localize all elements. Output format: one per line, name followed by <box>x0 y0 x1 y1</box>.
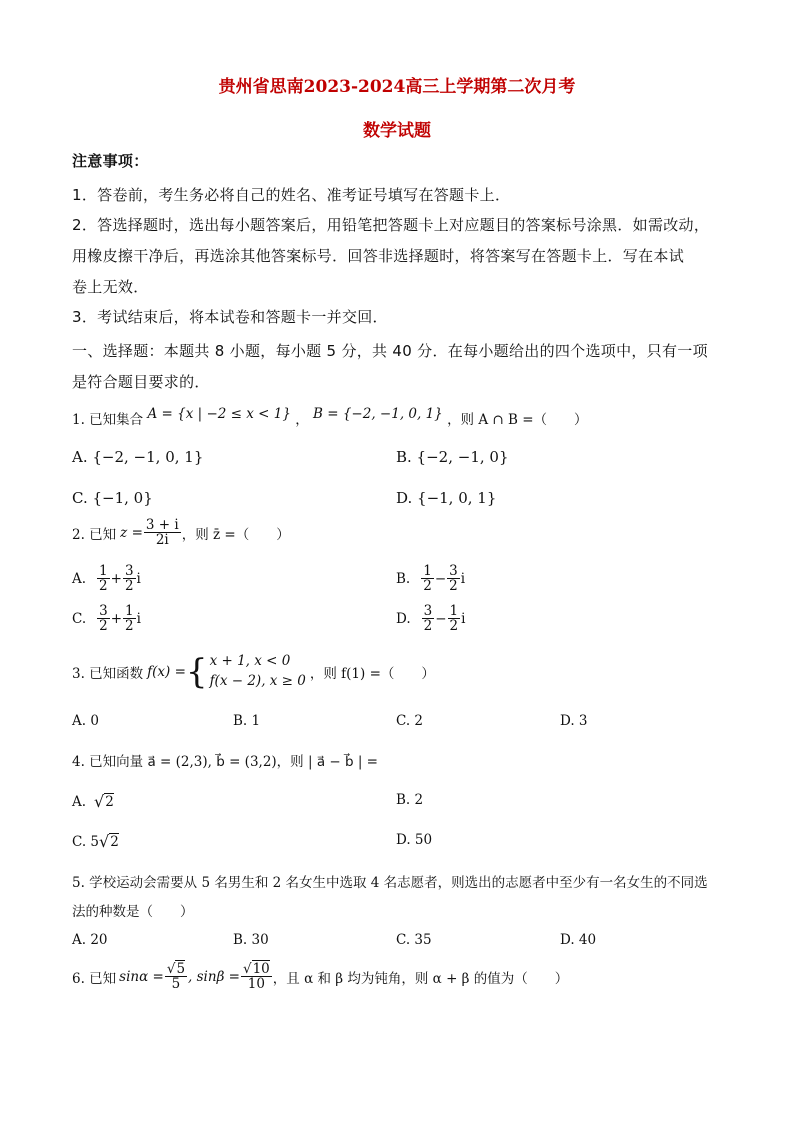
q2-numerator: 3 + i <box>145 517 179 533</box>
q6-alpha-fraction <box>165 962 187 991</box>
q2-b-imag: i <box>460 570 466 587</box>
q2-a-frac-2 <box>123 564 136 593</box>
q6-beta-fraction <box>241 962 272 991</box>
q1-option-d: D. {−1, 0, 1} <box>396 489 497 507</box>
q6-sin-alpha: sinα = <box>119 968 164 985</box>
q1-set-b: B = {−2, −1, 0, 1} <box>313 406 443 422</box>
q4-option-c <box>72 832 119 851</box>
q2-d-operator: − <box>435 610 447 627</box>
q2-z: z = <box>120 524 143 541</box>
note-item-2-line-3: 卷上无效． <box>72 278 149 296</box>
q2-a-frac-1-den: 2 <box>99 578 108 595</box>
q4-option-a <box>72 792 114 811</box>
question-5-line-2: 法的种数是（ ） <box>72 904 194 920</box>
q2-c-frac-2-den: 2 <box>125 618 134 635</box>
section-one-line-1: 一、选择题：本题共 8 小题，每小题 5 分，共 40 分．在每小题给出的四个选项中，只有一项 <box>72 342 708 360</box>
q2-option-b <box>396 564 465 593</box>
q2-fraction <box>144 518 181 547</box>
notes-heading: 注意事项： <box>72 152 149 170</box>
question-5-line-1: 5. 学校运动会需要从 5 名男生和 2 名女生中选取 4 名志愿者，则选出的志愿者中至少有一名女生的不同选 <box>72 875 708 891</box>
q2-b-frac-1 <box>421 564 434 593</box>
q2-a-label: A. <box>72 570 87 587</box>
q3-piecewise <box>186 652 306 691</box>
q1-stem-suffix: ，则 A ∩ B =（ ） <box>447 412 588 428</box>
sqrt-icon: √ <box>242 961 252 977</box>
q3-fx: f(x) = <box>147 663 186 680</box>
q2-option-a <box>72 564 141 593</box>
note-item-2-line-1: 2．答选择题时，选出每小题答案后，用铅笔把答题卡上对应题目的答案标号涂黑．如需改动， <box>72 216 710 234</box>
q6-alpha-den: 5 <box>171 976 181 993</box>
q3-case-2: f(x − 2), x ≥ 0 <box>209 672 306 689</box>
q2-a-frac-1 <box>97 564 110 593</box>
question-6-stem <box>72 962 568 991</box>
q2-c-frac-2 <box>123 604 136 633</box>
q2-d-frac-1 <box>422 604 435 633</box>
q6-stem-suffix: ，且 α 和 β 均为钝角，则 α + β 的值为（ ） <box>272 970 569 987</box>
q2-c-operator: + <box>110 610 123 627</box>
q2-b-frac-2 <box>447 564 460 593</box>
q2-c-label: C. <box>72 610 87 627</box>
exam-title: 贵州省思南2023-2024高三上学期第二次月考 <box>218 77 576 97</box>
q2-c-frac-1-num: 3 <box>99 603 108 619</box>
q3-option-c: C. 2 <box>396 713 424 729</box>
q5-option-b: B. 30 <box>233 932 269 948</box>
q1-option-b: B. {−2, −1, 0} <box>396 448 509 466</box>
q4-option-d: D. 50 <box>396 832 433 848</box>
q2-b-frac-2-den: 2 <box>449 578 458 595</box>
q4-a-radicand: 2 <box>105 794 114 810</box>
q4-option-b: B. 2 <box>396 792 424 808</box>
q2-stem-prefix: 2. 已知 <box>72 526 117 543</box>
question-4-stem: 4. 已知向量 a⃗ = (2,3), b⃗ = (3,2)，则 | a⃗ − b⃗ | = <box>72 754 378 770</box>
q2-option-d <box>396 604 465 633</box>
sqrt-icon: √ <box>94 792 105 811</box>
q2-d-frac-2-den: 2 <box>449 618 459 635</box>
q6-beta-radicand: 10 <box>252 961 270 977</box>
q2-c-frac-1 <box>97 604 110 633</box>
section-one-line-2: 是符合题目要求的． <box>72 373 210 391</box>
q2-d-frac-1-num: 3 <box>423 603 433 619</box>
q2-a-frac-2-den: 2 <box>124 578 134 595</box>
sqrt-icon: √ <box>166 961 176 977</box>
q1-option-c: C. {−1, 0} <box>72 489 153 507</box>
q2-c-frac-2-num: 1 <box>125 603 134 619</box>
question-2-stem <box>72 518 290 547</box>
exam-subtitle: 数学试题 <box>363 121 431 141</box>
q2-a-imag: i <box>136 570 141 587</box>
q4-a-label: A. <box>72 793 87 810</box>
q2-d-frac-2 <box>448 604 461 633</box>
q1-set-a: A = {x | −2 ≤ x < 1} <box>147 406 291 422</box>
q6-stem-prefix: 6. 已知 <box>72 970 117 987</box>
q3-stem-prefix: 3. 已知函数 <box>72 665 144 682</box>
q2-d-imag: i <box>461 610 466 627</box>
q2-a-frac-2-num: 3 <box>124 563 134 579</box>
q2-d-frac-2-num: 1 <box>449 603 459 619</box>
q2-b-operator: − <box>434 570 447 587</box>
q3-case-1: x + 1, x < 0 <box>209 653 291 669</box>
q2-a-frac-1-num: 1 <box>99 563 108 579</box>
q2-stem-suffix: ，则 z̄ =（ ） <box>181 526 290 543</box>
question-1-stem <box>72 408 588 428</box>
q3-option-a: A. 0 <box>72 713 99 729</box>
note-item-3: 3．考试结束后，将本试卷和答题卡一并交回． <box>72 308 388 326</box>
q6-beta-num <box>241 962 272 977</box>
q3-option-b: B. 1 <box>233 713 261 729</box>
q2-d-label: D. <box>396 610 411 627</box>
q5-option-a: A. 20 <box>72 932 108 948</box>
q3-stem-suffix: ，则 f(1) =（ ） <box>309 665 435 682</box>
note-item-2-line-2: 用橡皮擦干净后，再选涂其他答案标号．回答非选择题时，将答案写在答题卡上．写在本试 <box>72 247 685 265</box>
q5-option-c: C. 35 <box>396 932 432 948</box>
q4-c-label: C. 5 <box>72 833 100 850</box>
q6-alpha-radicand: 5 <box>176 961 186 977</box>
q2-d-frac-1-den: 2 <box>423 618 433 635</box>
q2-c-imag: i <box>136 610 141 627</box>
q1-option-a: A. {−2, −1, 0, 1} <box>72 448 204 466</box>
note-item-1: 1．答卷前，考生务必将自己的姓名、准考证号填写在答题卡上． <box>72 186 511 204</box>
q1-comma: ， <box>295 412 309 428</box>
q3-brace: { <box>185 651 208 692</box>
q2-c-frac-1-den: 2 <box>99 618 108 635</box>
q1-stem-prefix: 1. 已知集合 <box>72 412 144 428</box>
q6-alpha-num <box>165 962 187 977</box>
q6-sin-beta: , sinβ = <box>188 968 240 985</box>
q2-a-operator: + <box>110 570 122 587</box>
q2-option-c <box>72 604 141 633</box>
question-3-stem <box>72 652 435 691</box>
q2-b-frac-1-num: 1 <box>423 563 432 579</box>
q4-c-radicand: 2 <box>110 834 119 850</box>
q2-denominator: 2i <box>155 532 169 549</box>
q6-beta-den: 10 <box>247 976 265 993</box>
q2-b-label: B. <box>396 570 411 587</box>
q2-b-frac-1-den: 2 <box>423 578 432 595</box>
q5-option-d: D. 40 <box>560 932 597 948</box>
q2-b-frac-2-num: 3 <box>449 563 458 579</box>
q3-option-d: D. 3 <box>560 713 588 729</box>
sqrt-icon: √ <box>99 832 110 851</box>
